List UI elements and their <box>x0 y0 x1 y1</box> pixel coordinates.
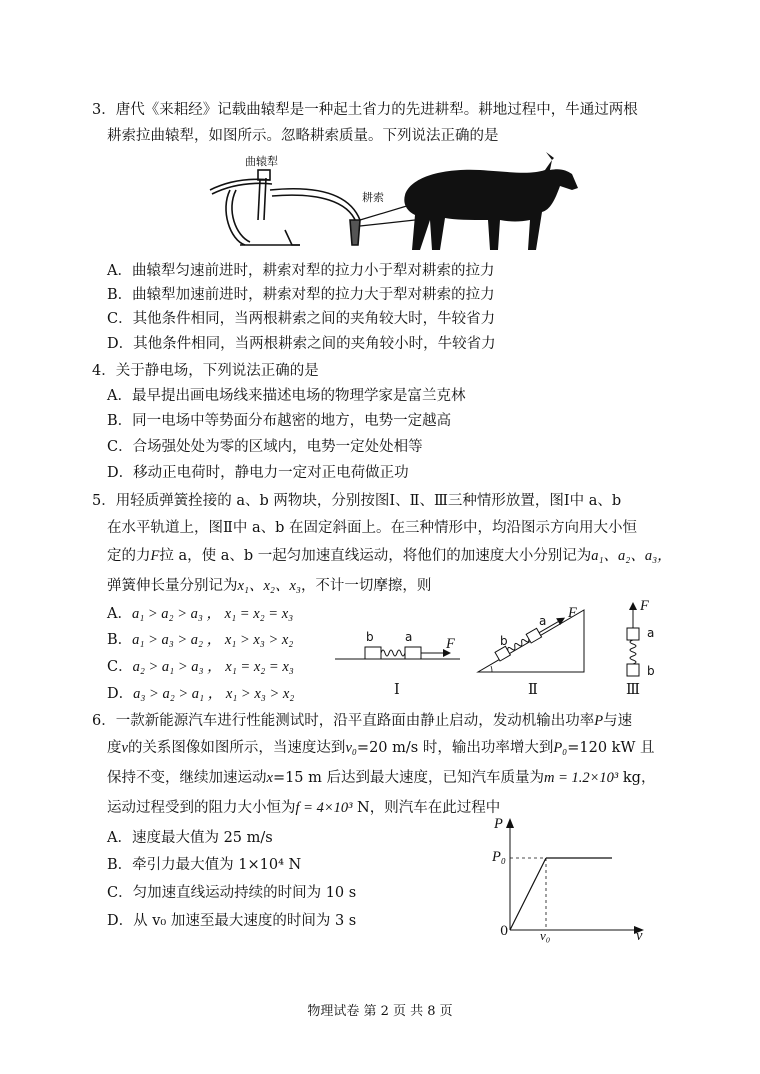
fig-ii-caption: Ⅱ <box>528 682 538 698</box>
q3-stem-line2: 耕索拉曲辕犁，如图所示。忽略耕索质量。下列说法正确的是 <box>107 128 499 144</box>
q5-line4-pre: 弹簧伸长量分别记为 <box>107 578 238 594</box>
q5-stem-line4 <box>107 576 431 596</box>
q6-stem-line4: 运动过程受到的阻力大小恒为f = 4×10³ N，则汽车在此过程中 <box>107 800 501 816</box>
q3-option-a: A．曲辕犁匀速前进时，耕索对犁的拉力小于犁对耕索的拉力 <box>107 263 495 279</box>
figure-ii <box>476 608 596 678</box>
fig-ii-label-a: a <box>539 614 547 628</box>
graph-label-v0: v₀ <box>540 928 551 943</box>
q5-line4-post: ，不计一切摩擦，则 <box>300 578 432 594</box>
graph-label-P: P <box>494 816 503 832</box>
fig-iii-label-F: F <box>640 598 649 614</box>
power-velocity-graph <box>500 818 650 938</box>
q3-option-b: B．曲辕犁加速前进时，耕索对犁的拉力大于犁对耕索的拉力 <box>107 287 495 303</box>
fig-ii-label-b: b <box>500 634 508 648</box>
graph-label-origin: 0 <box>500 924 509 939</box>
q4-stem: 4．关于静电场，下列说法正确的是 <box>92 363 319 379</box>
q5-accel-vars: a₁、a₂、a₃， <box>591 548 672 564</box>
q5-stem-line3 <box>107 546 672 566</box>
rope-lower <box>360 220 415 226</box>
q5-line3-post: 拉 a，使 a、b 一起匀加速直线运动，将他们的加速度大小分别记为 <box>159 548 592 564</box>
q5-stem-line2: 在水平轨道上，图Ⅱ中 a、b 在固定斜面上。在三种情形中，均沿图示方向用大小恒 <box>107 520 637 536</box>
fig-i-label-b: b <box>366 630 374 644</box>
fig-iii-label-b: b <box>647 664 655 678</box>
q5-option-b: B．a₁ > a₃ > a₂ ， x₁ > x₃ > x₂ <box>107 632 294 648</box>
graph-ramp <box>510 858 546 930</box>
plow-ox-figure <box>200 150 580 255</box>
q6-stem-line1: 6．一款新能源汽车进行性能测试时，沿平直路面由静止启动，发动机输出功率P与速 <box>92 713 633 729</box>
fig-i-label-F: F <box>446 636 455 652</box>
q6-option-c: C．匀加速直线运动持续的时间为 10 s <box>107 885 357 901</box>
q3-option-d: D．其他条件相同，当两根耕索之间的夹角较小时，牛较省力 <box>107 336 496 352</box>
q3-stem-line1: 3．唐代《来耜经》记载曲辕犁是一种起土省力的先进耕犁。耕地过程中，牛通过两根 <box>92 102 638 118</box>
q6-stem-line2: 度v的关系图像如图所示，当速度达到v₀=20 m/s 时，输出功率增大到P₀=120 kW 且 <box>107 740 655 756</box>
q5-option-c: C．a₂ > a₁ > a₃ ， x₁ = x₂ = x₃ <box>107 659 294 675</box>
q4-option-b: B．同一电场中等势面分布越密的地方，电势一定越高 <box>107 413 452 429</box>
ox-silhouette <box>404 152 578 250</box>
q6-power-symbol: P <box>594 713 604 729</box>
q5-line3-pre: 定的力 <box>107 548 151 564</box>
q3-option-c: C．其他条件相同，当两根耕索之间的夹角较大时，牛较省力 <box>107 311 496 327</box>
q4-option-c: C．合场强处处为零的区域内，电势一定处处相等 <box>107 439 423 455</box>
q5-stem-line1: 5．用轻质弹簧拴接的 a、b 两物块，分别按图Ⅰ、Ⅱ、Ⅲ三种情形放置，图Ⅰ中 a、b <box>92 493 622 509</box>
q5-stretch-vars: x₁、x₂、x₃ <box>237 578 301 594</box>
q6-option-a: A．速度最大值为 25 m/s <box>107 830 273 846</box>
q4-option-a: A．最早提出画电场线来描述电场的物理学家是富兰克林 <box>107 388 466 404</box>
q6-option-b: B．牵引力最大值为 1×10⁴ N <box>107 857 302 873</box>
plow-drawing <box>210 170 360 245</box>
graph-label-P0: P₀ <box>492 849 506 865</box>
graph-label-v: v <box>636 928 643 944</box>
fig-iii-caption: Ⅲ <box>626 682 640 698</box>
fig-i-caption: Ⅰ <box>394 682 400 698</box>
q5-option-d: D．a₃ > a₂ > a₁ ， x₁ > x₃ > x₂ <box>107 686 295 702</box>
q4-option-d: D．移动正电荷时，静电力一定对正电荷做正功 <box>107 465 409 481</box>
q5-option-a: A．a₁ > a₂ > a₃ ， x₁ = x₂ = x₃ <box>107 606 294 622</box>
rope-upper <box>360 205 410 220</box>
fig-i-label-a: a <box>405 630 413 644</box>
fig-ii-label-F: F <box>568 605 577 621</box>
plow-label: 曲辕犁 <box>245 155 278 168</box>
rope-label: 耕索 <box>362 191 384 204</box>
q6-stem-line3: 保持不变，继续加速运动x=15 m 后达到最大速度，已知汽车质量为m = 1.2×10³ kg， <box>107 770 656 786</box>
fig-iii-label-a: a <box>647 626 655 640</box>
q5-force-symbol: F <box>150 548 160 564</box>
page-footer: 物理试卷 第 2 页 共 8 页 <box>307 1004 453 1019</box>
q6-option-d: D．从 v₀ 加速至最大速度的时间为 3 s <box>107 913 357 929</box>
